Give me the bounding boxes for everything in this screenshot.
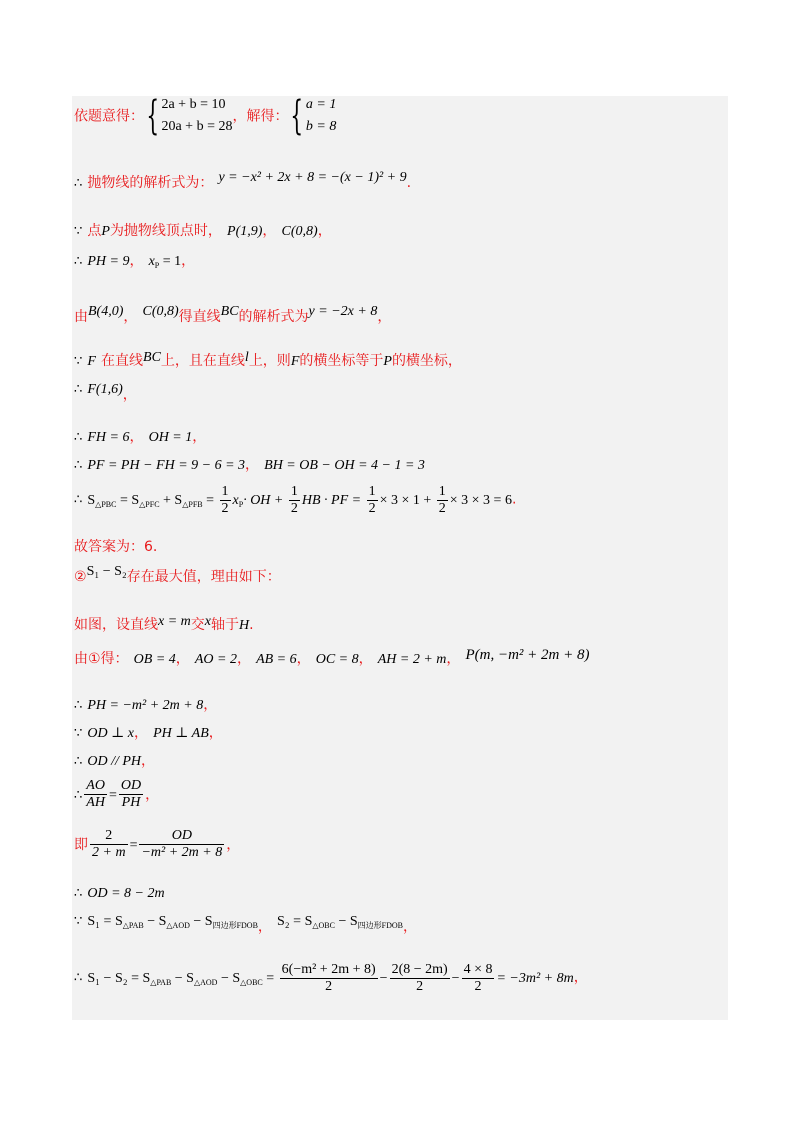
therefore-symbol: ∴ [74,176,83,191]
ph-perp-ab: PH ⊥ AB [153,726,209,741]
because-symbol: ∵ [74,726,83,741]
var-f: F [290,354,300,369]
punctuation: ， [245,457,260,473]
s2-definition: $S_2 = S_{\triangle OBC} - S_{四边形FDOB}$ [277,914,404,930]
text: 的解析式为 [238,309,309,325]
line-3 [74,220,332,240]
text: 存在最大值，理由如下： [126,569,281,585]
punctuation: ， [377,309,392,325]
line-22: ∴ $S_1 - S_2 = S_{\triangle PAB} - S_{\triangle AOD} - S_{\triangle OBC}$ = $\frac{\text{6(−m² + 2m + 8)}}{2}$ − $\frac{2(8 - 2m)}{2}$ − $\frac{4 \times 8}{2}$ = −3m² + 8m， [74,962,588,994]
punctuation: . [249,617,254,633]
punctuation: ， [262,223,277,239]
because-symbol: ∵ [74,354,83,369]
line-17: ∴ OD // PH， [74,753,156,769]
text: 上，且在直线 [160,353,245,369]
point-f: F(1,6) [87,382,123,397]
text: 由①得： [74,651,129,667]
text: 在直线 [101,353,144,369]
s1-definition: $S_1 = S_{\triangle PAB} - S_{\triangle AOD} - S_{四边形FDOB}$ [87,914,258,930]
line-bc: BC [220,304,239,319]
line-21: ∵ $S_1 = S_{\triangle PAB} - S_{\triangle AOD} - S_{四边形FDOB}$， $S_2 = S_{\triangle OBC} - S_{四边形FDOB}$， [74,914,418,935]
ao-value: AO = 2 [194,652,237,667]
therefore-symbol: ∴ [74,430,83,445]
text: 为抛物线顶点时， [109,223,222,239]
line-20 [74,882,165,902]
line-15 [74,694,217,714]
line-9 [74,454,425,474]
punctuation: ， [122,387,137,403]
punctuation: . [406,175,412,191]
line-13 [74,614,254,634]
var-p: P [101,224,110,239]
area-pbc-equation: $S_{\triangle PBC} = S_{\triangle PFC} + S_{\triangle PFB}$ = $\frac{1}{2}$ $x_P\cdot$ OH + $\frac{1}{2}$ HB · PF = $\frac{1}{2}$ × 3 × 1 + $\frac{1}{2}$ × 3 × 3 = 6 [87,484,512,516]
text: 如图，设直线 [74,617,158,633]
point-c: C(0,8) [281,224,318,239]
line-8 [74,426,206,446]
pf-equation: PF = PH − FH = 9 − 6 = 3 [87,458,246,473]
text: 交 [190,617,205,633]
parabola-text: 抛物线的解析式为： [87,175,214,191]
line-5 [74,306,391,326]
parabola-expression: y = −x² + 2x + 8 = −(x − 1)² + 9 [218,170,407,185]
fraction-ao-ah: $\frac{AO}{AH}$ [86,778,105,810]
solve-text: ，解得： [232,108,289,125]
od-result: OD = 8 − 2m [87,886,165,901]
therefore-symbol: ∴ [74,458,83,473]
therefore-symbol: ∴ [74,698,83,713]
point-b: B(4,0) [88,304,124,319]
s1-minus-s2-equation: $S_1 - S_2 = S_{\triangle PAB} - S_{\triangle AOD} - S_{\triangle OBC}$ = $\frac{\text{6(−m² + 2m + 8)}}{2}$ − $\frac{2(8 - 2m)}{2}$ − $\frac{4 \times 8}{2}$ = −3m² + 8m [87,962,574,994]
oh-equation: OH = 1 [148,430,193,445]
var-l: l [244,350,249,365]
line-18: ∴ $\frac{AO}{AH}$ = $\frac{OD}{PH}$ ， [74,778,160,810]
therefore-symbol: ∴ [74,492,83,508]
part-number: ② [74,569,87,585]
var-f: F [87,354,96,369]
punctuation: ， [317,223,332,239]
text: 上，则 [248,353,291,369]
var-h: H [239,618,250,633]
punctuation: ， [192,429,207,445]
text: 即 [74,837,88,853]
ah-value: AH = 2 + m [377,652,447,667]
line-16: ∵ OD ⊥ x， PH ⊥ AB， [74,725,223,741]
fraction-od: $\frac{OD}{\text{−m² + 2m + 8}}$ [141,828,223,860]
punctuation: . [511,491,517,508]
text: 由 [74,309,88,325]
punctuation: ， [129,253,144,269]
point-p: P(m, −m² + 2m + 8) [465,647,590,663]
line-11 [74,536,157,556]
line-1 [74,94,336,138]
var-x: x [204,614,211,629]
solution-system: a = 1 b = 8 [305,97,337,134]
text: 的横坐标， [391,353,462,369]
therefore-symbol: ∴ [74,886,83,901]
ph-equation: PH = 9 [87,254,130,269]
punctuation: ， [203,697,218,713]
fh-equation: FH = 6 [87,430,130,445]
line-14: 由①得： OB = 4， AO = 2， AB = 6， OC = 8， AH = 2 + m， P(m, −m² + 2m + 8) [74,647,590,667]
because-symbol: ∵ [74,224,83,239]
line-bc-expression: y = −2x + 8 [308,304,378,319]
answer-text: 故答案为：6. [74,539,158,555]
ab-value: AB = 6 [256,652,297,667]
therefore-symbol: ∴ [74,970,83,986]
var-p: P [383,354,392,369]
line-4 [74,250,195,270]
line-10 [74,484,516,517]
line-7 [74,378,137,403]
fraction-od-ph: $\frac{OD}{PH}$ [120,778,142,810]
text: 的横坐标等于 [299,353,384,369]
line-12 [74,566,281,586]
ph-expression: PH = −m² + 2m + 8 [87,698,204,713]
ob-value: OB = 4 [133,652,176,667]
left-brace: { [146,93,160,139]
therefore-symbol: ∴ [74,254,83,269]
text: 点 [87,223,102,239]
left-brace: { [290,93,304,139]
s1-minus-s2: S₁ − S₂ [86,564,127,579]
od-parallel-ph: OD // PH [87,754,142,769]
therefore-symbol: ∴ [74,788,83,803]
oc-value: OC = 8 [315,652,359,667]
therefore-symbol: ∴ [74,754,83,769]
text: 得直线 [178,309,221,325]
line-bc: BC [143,350,161,365]
xp-equation: $x_P = 1$ [148,254,182,270]
equation-system: 2a + b = 10 20a + b = 28 [161,97,233,134]
fraction-2: $\frac{2}{2 + m}$ [92,828,126,860]
because-symbol: ∵ [74,914,83,929]
line-19: 即 $\frac{2}{2 + m}$ = $\frac{OD}{\text{−m² + 2m + 8}}$ ， [74,828,241,860]
bh-equation: BH = OB − OH = 4 − 1 = 3 [264,458,425,473]
therefore-symbol: ∴ [74,382,83,397]
line-6 [74,350,462,370]
punctuation: ， [181,253,196,269]
label-text: 依题意得： [74,108,144,125]
point-c: C(0,8) [142,304,179,319]
line-2 [74,172,411,192]
od-perp-x: OD ⊥ x [87,726,134,741]
line-x-m: x = m [158,614,191,629]
punctuation: ， [129,429,144,445]
text: 轴于 [211,617,239,633]
point-p: P(1,9) [227,224,263,239]
punctuation: ， [123,309,138,325]
